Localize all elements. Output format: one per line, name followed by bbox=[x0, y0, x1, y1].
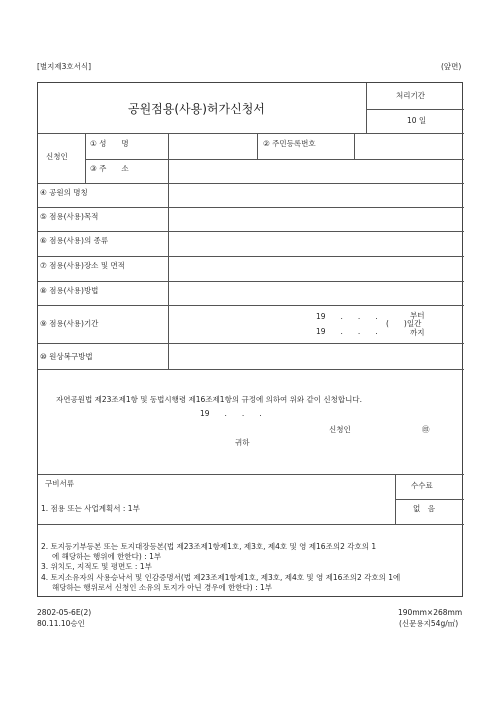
processing-period-label: 처리기간 bbox=[396, 91, 425, 100]
term-from-date: 19 . . . bbox=[316, 312, 378, 321]
divider bbox=[366, 83, 367, 133]
divider bbox=[38, 256, 464, 257]
method-label: ⑧ 점용(사용)방법 bbox=[40, 286, 99, 295]
form-code: 2802-05-6E(2) bbox=[37, 608, 92, 617]
fee-label: 수수료 bbox=[411, 481, 433, 490]
term-days: ( )일간 bbox=[386, 319, 422, 328]
declaration-text: 자연공원법 제23조제1항 및 동법시행령 제16조제1항의 규정에 의하여 위와 같이 신청합니다. bbox=[56, 395, 363, 404]
doc-item-4: 4. 토지소유자의 사용승낙서 및 인감증명서(법 제23조제1항제1호, 제3호, 제4호 및 영 제16조의2 각호의 1에 bbox=[41, 573, 401, 582]
type-label: ⑥ 점용(사용)의 종류 bbox=[40, 236, 109, 245]
divider bbox=[38, 343, 464, 344]
processing-period-value: 10 일 bbox=[407, 116, 427, 125]
form-number: [별지제3호서식] bbox=[37, 62, 92, 71]
divider bbox=[38, 474, 464, 475]
divider bbox=[38, 183, 464, 184]
divider bbox=[38, 369, 464, 370]
divider bbox=[38, 133, 464, 134]
required-docs-label: 구비서류 bbox=[45, 479, 74, 488]
term-to-date: 19 . . . bbox=[316, 327, 378, 336]
fee-value: 없 음 bbox=[413, 504, 435, 513]
address-label: ③ 주 소 bbox=[90, 164, 129, 173]
divider bbox=[85, 133, 86, 183]
divider bbox=[257, 133, 258, 159]
divider bbox=[38, 207, 464, 208]
page-side-label: (앞면) bbox=[441, 62, 462, 71]
paper-size: 190mm×268mm bbox=[398, 608, 463, 617]
term-to-suffix: 까지 bbox=[410, 328, 425, 337]
divider bbox=[395, 474, 396, 524]
paper-type: (신문용지54g/㎡) bbox=[399, 619, 459, 628]
application-date: 19 . . . bbox=[200, 409, 262, 418]
divider bbox=[354, 133, 355, 159]
applicant-sign-label: 신청인 bbox=[329, 425, 351, 434]
form-title: 공원점용(사용)허가신청서 bbox=[128, 102, 265, 116]
purpose-label: ⑤ 점용(사용)목적 bbox=[40, 212, 99, 221]
divider bbox=[38, 524, 464, 525]
seal-mark: ㊞ bbox=[422, 425, 430, 434]
doc-item-1: 1. 점용 또는 사업계획서 : 1부 bbox=[41, 504, 140, 513]
name-label: ① 성 명 bbox=[90, 139, 129, 148]
application-form-table bbox=[37, 82, 463, 597]
approval-date: 80.11.10승인 bbox=[37, 619, 85, 628]
park-name-label: ④ 공원의 명칭 bbox=[40, 188, 88, 197]
divider bbox=[38, 281, 464, 282]
restore-method-label: ⑩ 원상복구방법 bbox=[40, 352, 93, 361]
divider bbox=[366, 109, 464, 110]
doc-item-3: 3. 위치도, 지적도 및 평면도 : 1부 bbox=[41, 562, 152, 571]
doc-item-4-cont: 해당하는 행위로서 신청인 소유의 토지가 아닌 경우에 한한다) : 1부 bbox=[52, 583, 273, 592]
rrn-label: ② 주민등록번호 bbox=[263, 139, 316, 148]
divider bbox=[395, 499, 464, 500]
term-label: ⑨ 점용(사용)기간 bbox=[40, 319, 99, 328]
doc-item-2: 2. 토지등기부등본 또는 토지대장등본(법 제23조제1항제1호, 제3호, 제4호 및 영 제16조의2 각호의 1 bbox=[41, 542, 377, 551]
place-area-label: ⑦ 점용(사용)장소 및 면적 bbox=[40, 261, 125, 270]
recipient-label: 귀하 bbox=[235, 438, 250, 447]
divider bbox=[38, 231, 464, 232]
term-from-suffix: 부터 bbox=[410, 311, 425, 320]
divider bbox=[38, 305, 464, 306]
divider bbox=[168, 133, 169, 369]
applicant-label: 신청인 bbox=[46, 152, 68, 161]
divider bbox=[85, 159, 464, 160]
doc-item-2-cont: 에 해당하는 행위에 한한다) : 1부 bbox=[52, 552, 162, 561]
